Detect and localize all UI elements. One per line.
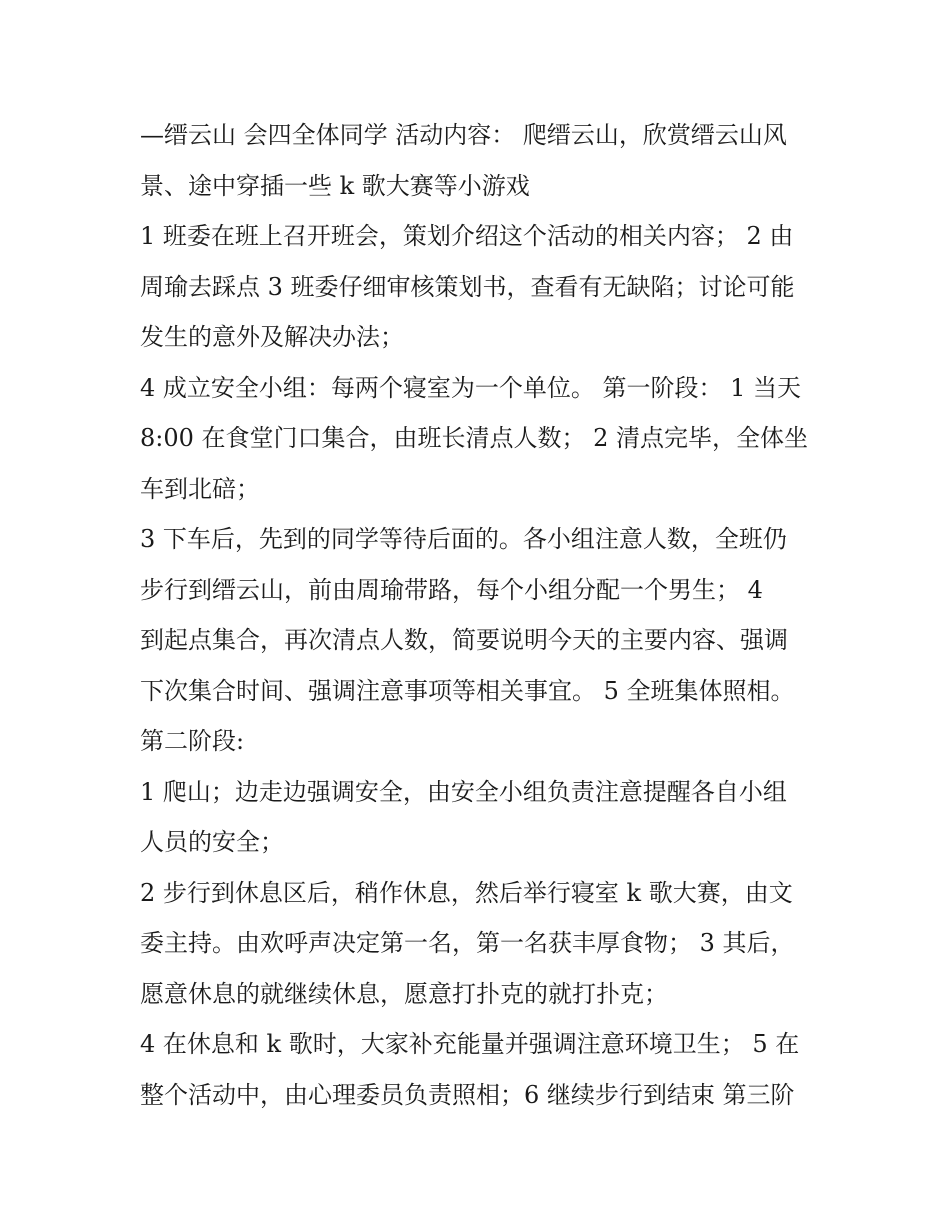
document-body (140, 110, 830, 1120)
text-line: 景、途中穿插一些 k 歌大赛等小游戏 (140, 171, 530, 200)
text-line: 步行到缙云山，前由周瑜带路，每个小组分配一个男生； 4 (140, 575, 763, 604)
text-line: 2 步行到休息区后，稍作休息，然后举行寝室 k 歌大赛，由文 (140, 878, 793, 907)
text-line: 8:00 在食堂门口集合，由班长清点人数； 2 清点完毕，全体坐 (140, 424, 809, 452)
text-line: 1 班委在班上召开班会，策划介绍这个活动的相关内容； 2 由 (140, 222, 794, 250)
text-line: 4 在休息和 k 歌时，大家补充能量并强调注意环境卫生； 5 在 (140, 1030, 800, 1058)
text-line: 下次集合时间、强调注意事项等相关事宜。 5 全班集体照相。 (140, 676, 795, 705)
text-line: 人员的安全； (140, 828, 284, 856)
text-line: 周瑜去踩点 3 班委仔细审核策划书，查看有无缺陷；讨论可能 (140, 272, 795, 301)
text-line: 愿意休息的就继续休息，愿意打扑克的就打扑克； (140, 979, 668, 1008)
text-line: 1 爬山；边走边强调安全，由安全小组负责注意提醒各自小组 (140, 777, 787, 806)
text-line: 3 下车后，先到的同学等待后面的。各小组注意人数，全班仍 (140, 525, 787, 553)
text-line: 委主持。由欢呼声决定第一名，第一名获丰厚食物； 3 其后， (140, 929, 795, 957)
section-heading: 第二阶段: (140, 727, 245, 755)
text-line: 整个活动中，由心理委员负责照相；6 继续步行到结束 第三阶 (140, 1080, 795, 1109)
text-line: —缙云山 会四全体同学 活动内容： 爬缙云山，欣赏缙云山风 (140, 121, 787, 149)
text-line: 发生的意外及解决办法； (140, 323, 404, 351)
text-line: 车到北碚； (140, 474, 260, 503)
text-line: 到起点集合，再次清点人数，简要说明今天的主要内容、强调 (140, 626, 788, 654)
text-line: 4 成立安全小组：每两个寝室为一个单位。 第一阶段： 1 当天 (140, 373, 802, 402)
